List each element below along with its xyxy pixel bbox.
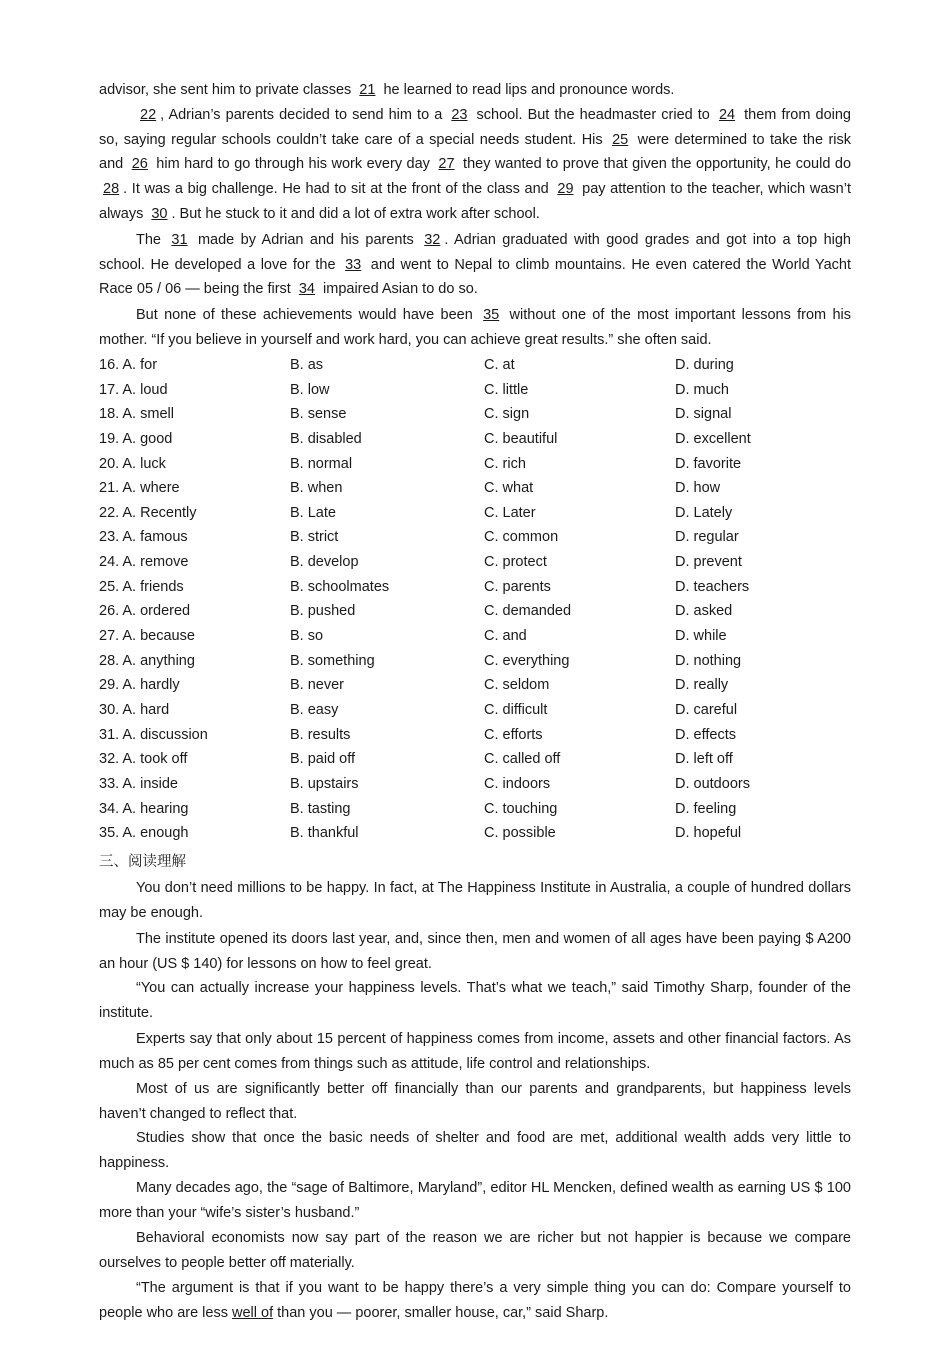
option-c: C. and [484,628,527,645]
option-row [99,378,859,403]
reading-paragraph: Many decades ago, the “sage of Baltimore, Maryland”, editor HL Mencken, defined wealth as earning US $ 100 more than your “wife’s sister’s husband.” [99,1180,851,1221]
option-b: B. schoolmates [290,578,390,595]
option-row [99,452,859,477]
option-c: C. demanded [484,603,572,620]
option-row [99,501,859,526]
option-d: D. teachers [675,578,750,595]
option-row [99,723,859,748]
option-d: D. much [675,381,729,398]
option-d: D. while [675,628,727,645]
option-a: 27. A. because [99,628,195,645]
option-c: C. little [484,381,529,398]
option-c: C. beautiful [484,430,558,447]
option-d: D. hopeful [675,825,742,842]
option-d: D. during [675,357,734,373]
option-row [99,772,859,797]
option-row [99,747,859,772]
option-a: 32. A. took off [99,751,188,768]
option-d: D. nothing [675,652,742,669]
option-c: C. efforts [484,726,543,743]
blank-31: 31 [171,232,188,248]
option-row [99,427,859,452]
cloze-paragraph-1: advisor, she sent him to private classes 21 he learned to read lips and pronounce words. [99,82,675,98]
reading-paragraph-last: “The argument is that if you want to be happy there’s a very simple thing you can do: Compare yourself to people who are less well of than you — poorer, smaller house, car,” said Sharp. [99,1280,851,1321]
option-b: B. pushed [290,603,356,620]
option-d: D. outdoors [675,775,750,792]
option-row [99,673,859,698]
blank-32: 32 [424,232,441,248]
blank-22: 22 [140,107,157,123]
blank-30: 30 [151,205,168,222]
option-d: D. favorite [675,455,742,472]
blank-29: 29 [557,181,574,198]
cloze-paragraph-4: But none of these achievements would have been 35 without one of the most important lessons from his mother. “If you believe in yourself and work hard, you can achieve great results.” she often said. [99,307,851,348]
option-a: 22. A. Recently [99,504,197,521]
option-b: B. tasting [290,800,351,817]
option-row [99,402,859,427]
option-b: B. never [290,677,344,694]
reading-paragraph: Experts say that only about 15 percent of happiness comes from income, assets and other financial factors. As much as 85 per cent comes from things such as attitude, life control and relationships. [99,1031,851,1072]
option-a: 20. A. luck [99,455,166,472]
option-b: B. upstairs [290,775,359,792]
option-a: 17. A. loud [99,381,168,398]
option-a: 28. A. anything [99,652,195,669]
option-c: C. seldom [484,677,550,694]
underlined-phrase: well of [232,1304,274,1321]
reading-paragraph: You don’t need millions to be happy. In fact, at The Happiness Institute in Australia, a couple of hundred dollars may be enough. [99,880,851,921]
option-a: 34. A. hearing [99,800,189,817]
option-b: B. sense [290,406,347,423]
option-a: 23. A. famous [99,529,188,546]
option-d: D. really [675,677,729,694]
option-c: C. touching [484,800,558,817]
option-b: B. strict [290,529,339,546]
section-heading: 三、阅读理解 [99,854,186,870]
option-a: 35. A. enough [99,825,189,842]
option-b: B. so [290,628,324,645]
option-b: B. results [290,726,351,743]
option-d: D. signal [675,406,732,423]
option-a: 25. A. friends [99,578,184,595]
reading-paragraph: Studies show that once the basic needs of shelter and food are met, additional wealth adds very little to happiness. [99,1130,851,1171]
option-a: 30. A. hard [99,701,170,718]
option-d: D. feeling [675,800,737,817]
option-row [99,698,859,723]
option-a: 24. A. remove [99,554,189,571]
option-b: B. disabled [290,430,362,447]
option-b: B. thankful [290,825,359,842]
option-c: C. sign [484,406,530,423]
option-c: C. possible [484,825,556,842]
option-a: 21. A. where [99,480,180,497]
option-c: C. called off [484,751,561,768]
option-d: D. how [675,480,721,497]
option-d: D. Lately [675,504,733,521]
answer-options-table [99,353,859,846]
option-d: D. excellent [675,430,751,447]
option-row [99,649,859,674]
option-row [99,821,859,846]
option-b: B. Late [290,504,336,521]
option-b: B. when [290,480,343,497]
option-b: B. low [290,381,330,398]
option-d: D. regular [675,529,739,546]
option-b: B. easy [290,701,339,718]
cloze-paragraph-3: The 31 made by Adrian and his parents 32 . Adrian graduated with good grades and got into a top high school. He developed a love for the 33 and went to Nepal to climb mountains. He even catered the World Yacht Race 05 / 06 — being the first 34 impaired Asian to do so. [99,232,852,298]
option-row [99,353,859,378]
blank-28: 28 [103,181,120,198]
option-row [99,575,859,600]
blank-27: 27 [438,156,455,173]
option-a: 26. A. ordered [99,603,191,620]
option-a: 31. A. discussion [99,726,208,743]
blank-24: 24 [718,107,736,123]
option-c: C. parents [484,578,551,595]
option-c: C. at [484,357,515,373]
option-c: C. indoors [484,775,551,792]
option-c: C. protect [484,554,547,571]
option-b: B. develop [290,554,359,571]
reading-paragraph: Behavioral economists now say part of the reason we are richer but not happier is because we compare ourselves to people better off materially. [99,1230,851,1271]
reading-paragraph: The institute opened its doors last year, and, since then, men and women of all ages have been paying $ A200 an hour (US $ 140) for lessons on how to feel great. [99,931,851,972]
option-d: D. asked [675,603,733,620]
option-a: 19. A. good [99,430,173,447]
reading-paragraph: “You can actually increase your happiness levels. That’s what we teach,” said Timothy Sharp, founder of the institute. [99,980,851,1021]
blank-33: 33 [345,256,362,273]
option-c: C. rich [484,455,526,472]
option-a: 18. A. smell [99,406,174,423]
option-a: 29. A. hardly [99,677,180,694]
blank-23: 23 [451,107,468,123]
reading-paragraph: Most of us are significantly better off financially than our parents and grandparents, but happiness levels haven’t changed to reflect that. [99,1081,851,1122]
option-c: C. what [484,480,534,497]
option-row [99,599,859,624]
blank-34: 34 [298,281,315,298]
cloze-paragraph-2: 22 , Adrian’s parents decided to send him to a 23 school. But the headmaster cried to 24 them from doing so, saying regular schools couldn’t take care of a special needs student. His 25 were determined to take the risk and 26 him hard to go through his work every day 27 they wanted to prove that given the opportunity, he could do 28 . It was a big challenge. He had to sit at the front of the class and 29 pay attention to the teacher, which wasn’t always 30 . But he stuck to it and did a lot of extra work after school. [99,107,852,222]
option-a: 16. A. for [99,357,158,373]
blank-35: 35 [483,307,500,323]
option-c: C. common [484,529,559,546]
option-row [99,550,859,575]
option-b: B. paid off [290,751,356,768]
option-a: 33. A. inside [99,775,178,792]
blank-21: 21 [359,82,376,98]
option-d: D. careful [675,701,738,718]
option-d: D. prevent [675,554,742,571]
option-b: B. as [290,357,324,373]
option-row [99,525,859,550]
option-row [99,797,859,822]
option-c: C. difficult [484,701,548,718]
option-row [99,624,859,649]
blank-25: 25 [612,131,629,148]
option-b: B. something [290,652,375,669]
option-c: C. Later [484,504,536,521]
option-row [99,476,859,501]
option-b: B. normal [290,455,353,472]
option-c: C. everything [484,652,570,669]
blank-26: 26 [131,156,148,173]
option-d: D. effects [675,726,736,743]
option-d: D. left off [675,751,733,768]
